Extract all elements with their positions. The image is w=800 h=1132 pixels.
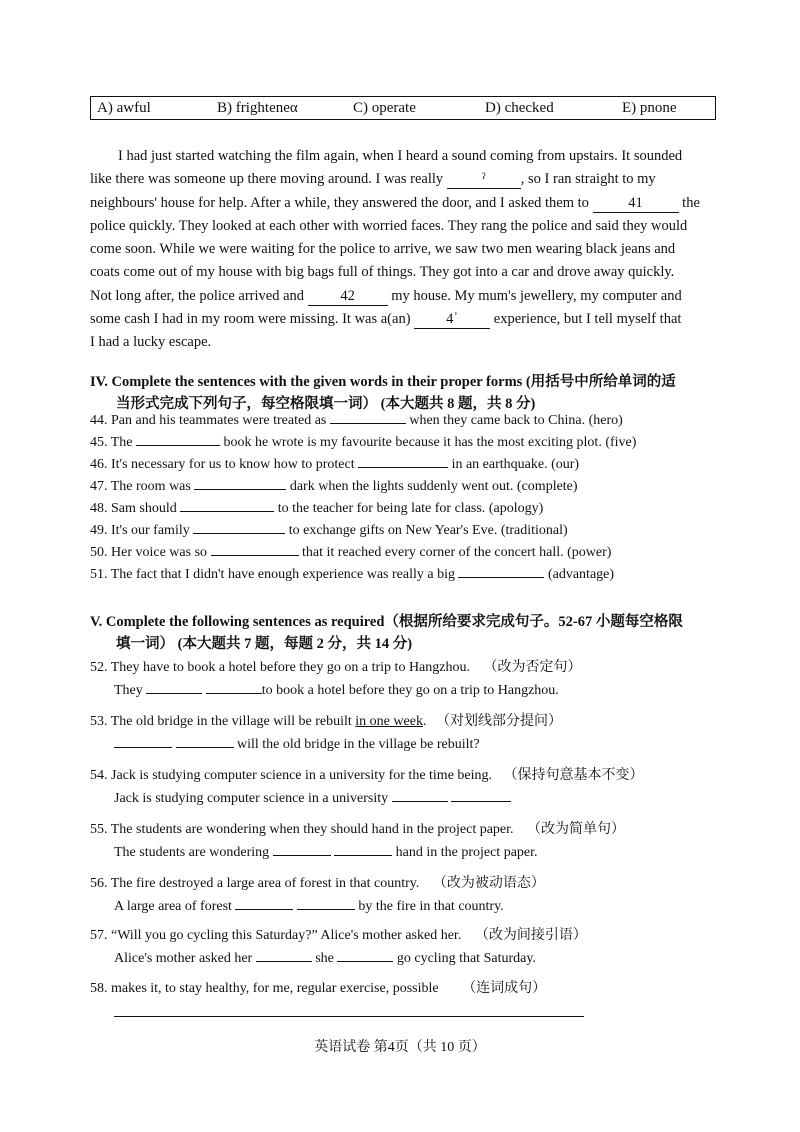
answer-blank-53a[interactable]	[114, 747, 172, 748]
passage-line-4: police quickly. They looked at each other with worried faces. They rang the police and said they would	[90, 217, 688, 234]
word-hint: (advantage)	[547, 567, 615, 582]
answer-text: will the old bridge in the village be rebuilt?	[237, 737, 480, 752]
question-text: 55. The students are wondering when they should hand in the project paper.	[90, 822, 514, 837]
answer-text: Alice's mother asked her	[114, 951, 253, 966]
section-4-heading-cont: 当形式完成下列句子，每空格限填一词） (本大题共 8 题，共 8 分)	[116, 396, 536, 412]
answer-blank-57b[interactable]	[337, 961, 393, 962]
answer-blank-45[interactable]	[136, 445, 220, 446]
question-47	[90, 479, 578, 495]
answer-blank-50[interactable]	[211, 555, 299, 556]
question-text: 45. The	[90, 435, 133, 450]
passage-line-5: come soon. While we were waiting for the police to arrive, we saw two men wearing black jeans and	[90, 241, 676, 258]
answer-blank-56a[interactable]	[235, 909, 293, 910]
answer-blank-46[interactable]	[358, 467, 448, 468]
question-text: 56. The fire destroyed a large area of forest in that country.	[90, 876, 420, 891]
answer-blank-57a[interactable]	[256, 961, 312, 962]
answer-blank-52b[interactable]	[206, 693, 262, 694]
question-text: 57. “Will you go cycling this Saturday?” Alice's mother asked her.	[90, 928, 462, 943]
answer-52	[114, 683, 559, 699]
answer-53	[114, 737, 480, 753]
page-footer: 英语试卷 第4页（共 10 页）	[314, 1040, 486, 1055]
answer-57	[114, 951, 536, 967]
question-48	[90, 501, 543, 517]
question-text: 52. They have to book a hotel before they go on a trip to Hangzhou.	[90, 660, 470, 675]
answer-blank-49[interactable]	[193, 533, 285, 534]
passage-text: some cash I had in my room were missing. It was a(an)	[90, 311, 411, 328]
cloze-passage	[90, 145, 730, 355]
answer-text: by the fire in that country.	[358, 899, 504, 914]
question-text: to exchange gifts on New Year's Eve.	[288, 523, 498, 538]
answer-blank-56b[interactable]	[297, 909, 355, 910]
question-text: 47. The room was	[90, 479, 191, 494]
passage-line-6: coats come out of my house with big bags full of things. They got into a car and drove away quickly.	[90, 264, 675, 281]
word-hint: (our)	[551, 457, 580, 472]
question-text: 50. Her voice was so	[90, 545, 208, 560]
blank-42[interactable]: 42	[308, 288, 388, 306]
question-text: that it reached every corner of the concert hall.	[302, 545, 564, 560]
answer-blank-47[interactable]	[194, 489, 286, 490]
blank-41[interactable]: 41	[593, 195, 679, 213]
question-text: 46. It's necessary for us to know how to protect	[90, 457, 355, 472]
question-text: dark when the lights suddenly went out.	[289, 479, 514, 494]
task-hint: （改为间接引语）	[474, 928, 587, 943]
word-hint: (power)	[567, 545, 612, 560]
passage-line-1: I had just started watching the film again, when I heard a sound coming from upstairs. It sounded	[118, 148, 683, 164]
answer-text: Jack is studying computer science in a university	[114, 791, 389, 806]
question-text: 58. makes it, to stay healthy, for me, regular exercise, possible	[90, 981, 439, 996]
passage-line-7	[90, 285, 730, 308]
passage-text: the	[682, 194, 700, 211]
answer-text: They	[114, 683, 143, 698]
question-text: to the teacher for being late for class.	[277, 501, 486, 516]
word-hint: (traditional)	[500, 523, 568, 538]
question-44	[90, 413, 623, 429]
passage-line-2	[90, 168, 730, 191]
blank-43[interactable]: 4ʾ	[414, 311, 490, 329]
answer-blank-44[interactable]	[330, 423, 406, 424]
question-text: 44. Pan and his teammates were treated as	[90, 413, 327, 428]
word-hint: (complete)	[516, 479, 578, 494]
question-text: 49. It's our family	[90, 523, 190, 538]
answer-text: hand in the project paper.	[395, 845, 538, 860]
task-hint: （连词成句）	[462, 981, 547, 996]
question-45	[90, 435, 636, 451]
task-hint: （对划线部分提问）	[435, 714, 562, 729]
answer-blank-55a[interactable]	[273, 855, 331, 856]
answer-text: The students are wondering	[114, 845, 270, 860]
passage-text: like there was someone up there moving around. I was really	[90, 171, 444, 188]
question-53	[90, 710, 562, 730]
answer-54	[114, 791, 511, 807]
answer-text: to book a hotel before they go on a trip to Hangzhou.	[261, 683, 559, 698]
section-5-heading-cont: 填一词） (本大题共 7 题，每题 2 分，共 14 分)	[116, 636, 413, 652]
task-hint: （改为被动语态）	[432, 876, 545, 891]
word-hint: (apology)	[488, 501, 544, 516]
question-58	[90, 977, 546, 997]
question-text: 53. The old bridge in the village will be rebuilt	[90, 714, 352, 729]
word-hint: (hero)	[588, 413, 623, 428]
passage-line-9: I had a lucky escape.	[90, 334, 212, 351]
passage-text: , so I ran straight to my	[520, 171, 656, 188]
section-5-heading: V. Complete the following sentences as required（根据所给要求完成句子。52-67 小题每空格限	[90, 614, 683, 630]
answer-blank-53b[interactable]	[176, 747, 234, 748]
question-56	[90, 872, 545, 892]
task-hint: （保持句意基本不变）	[503, 768, 644, 783]
question-text: .	[422, 714, 427, 729]
question-text: 54. Jack is studying computer science in a university for the time being.	[90, 768, 493, 783]
answer-55	[114, 845, 538, 861]
answer-text: A large area of forest	[114, 899, 232, 914]
question-54	[90, 764, 644, 784]
answer-blank-54a[interactable]	[392, 801, 448, 802]
question-46	[90, 457, 579, 473]
question-52	[90, 656, 581, 676]
question-text: when they came back to China.	[409, 413, 586, 428]
underlined-phrase: in one week	[355, 714, 423, 729]
answer-blank-54b[interactable]	[451, 801, 511, 802]
option-a: A) awful	[97, 100, 151, 116]
answer-text: go cycling that Saturday.	[396, 951, 536, 966]
question-50	[90, 545, 611, 561]
task-hint: （改为简单句）	[527, 822, 626, 837]
answer-blank-52a[interactable]	[146, 693, 202, 694]
passage-text: neighbours' house for help. After a while, they answered the door, and I asked them to	[90, 194, 589, 211]
section-4-heading: IV. Complete the sentences with the given words in their proper forms (用括号中所给单词的适	[90, 374, 676, 390]
answer-text: she	[315, 951, 334, 966]
answer-line-58[interactable]	[114, 1016, 584, 1017]
question-text: in an earthquake.	[451, 457, 548, 472]
question-text: 48. Sam should	[90, 501, 177, 516]
answer-56	[114, 899, 504, 915]
question-55	[90, 818, 625, 838]
question-57	[90, 924, 587, 944]
word-options-box	[90, 96, 716, 120]
passage-text: Not long after, the police arrived and	[90, 287, 305, 304]
option-e: E) pnone	[622, 100, 677, 116]
answer-blank-48[interactable]	[180, 511, 274, 512]
blank-40[interactable]: ˀ	[447, 171, 521, 189]
passage-line-3	[90, 192, 730, 215]
passage-text: experience, but I tell myself that	[493, 311, 682, 328]
question-text: 51. The fact that I didn't have enough experience was really a big	[90, 567, 455, 582]
question-51	[90, 567, 614, 583]
option-b: B) frighteneα	[217, 100, 298, 116]
option-c: C) operate	[353, 100, 416, 116]
word-hint: (five)	[605, 435, 637, 450]
question-49	[90, 523, 568, 539]
answer-blank-55b[interactable]	[334, 855, 392, 856]
option-d: D) checked	[485, 100, 554, 116]
task-hint: （改为否定句）	[483, 660, 582, 675]
passage-line-8	[90, 308, 730, 331]
answer-blank-51[interactable]	[458, 577, 544, 578]
passage-text: my house. My mum's jewellery, my computer and	[391, 287, 682, 304]
question-text: book he wrote is my favourite because it has the most exciting plot.	[223, 435, 602, 450]
